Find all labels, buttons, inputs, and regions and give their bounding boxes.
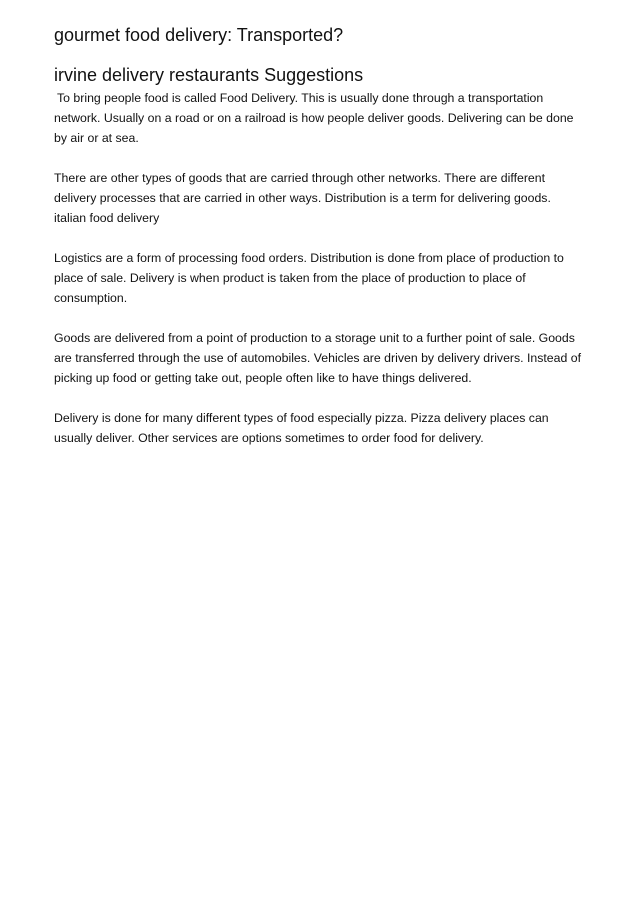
paragraph-5: Delivery is done for many different types of food especially pizza. Pizza delivery places can usually deliver. Other services are options sometimes to order food for delivery. bbox=[54, 411, 549, 445]
document-content bbox=[54, 24, 584, 468]
paragraph-3: Logistics are a form of processing food orders. Distribution is done from place of production to place of sale. Delivery is when product is taken from the place of production to place of consumption. bbox=[54, 251, 564, 305]
paragraph-2: There are other types of goods that are carried through other networks. There are different delivery processes that are carried in other ways. Distribution is a term for delivering goods. italian food delivery bbox=[54, 171, 551, 225]
document-title: gourmet food delivery: Transported? bbox=[54, 25, 344, 45]
document-subtitle: irvine delivery restaurants Suggestions bbox=[54, 65, 364, 85]
paragraph-1: To bring people food is called Food Delivery. This is usually done through a transportation network. Usually on a road or on a railroad is how people deliver goods. Delivering can be done by air or at sea. bbox=[54, 91, 574, 145]
paragraph-4: Goods are delivered from a point of production to a storage unit to a further point of sale. Goods are transferred through the use of automobiles. Vehicles are driven by delivery drivers. Instead of picking up food or getting take out, people often like to have things delivered. bbox=[54, 331, 582, 385]
